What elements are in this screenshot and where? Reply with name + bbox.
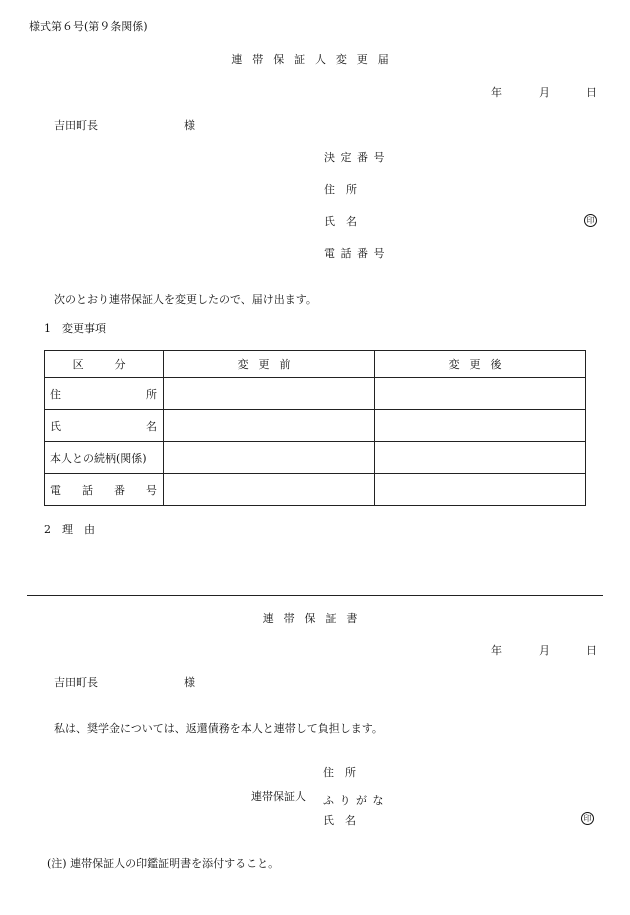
- row-label-text: 住 所: [50, 387, 157, 401]
- guarantor-name-label: 氏 名: [323, 814, 356, 827]
- guarantee-body-text: 私は、奨学金については、返還債務を本人と連帯して負担します。: [54, 722, 383, 735]
- section-divider: [27, 595, 603, 596]
- row-label-text: 氏 名: [50, 419, 157, 433]
- table-row: [45, 410, 586, 442]
- row-label-name: [45, 410, 164, 442]
- cell-after: [375, 410, 586, 442]
- row-label-address: [45, 378, 164, 410]
- form-number: 様式第６号(第９条関係): [29, 20, 148, 33]
- cell-before: [164, 378, 375, 410]
- applicant-phone-label: 電話番号: [324, 247, 390, 260]
- row-label-text: 本人との続柄(関係): [50, 451, 147, 465]
- section2-heading: 2 理 由: [44, 523, 95, 536]
- notice-addressee: 吉田町長: [54, 119, 98, 132]
- notice-body-text: 次のとおり連帯保証人を変更したので、届け出ます。: [54, 293, 317, 306]
- section1-heading: 1 変更事項: [44, 322, 106, 335]
- cell-after: [375, 442, 586, 474]
- table-row: [45, 474, 586, 506]
- guarantee-date-day: 日: [586, 644, 597, 657]
- notice-date-day: 日: [586, 86, 597, 99]
- guarantee-honorific: 様: [184, 676, 195, 689]
- cell-after: [375, 378, 586, 410]
- notice-date-month: 月: [539, 86, 550, 99]
- row-label-phone: [45, 474, 164, 506]
- guarantor-label: 連帯保証人: [251, 790, 306, 803]
- notice-date-year: 年: [491, 86, 502, 99]
- notice-honorific: 様: [184, 119, 195, 132]
- column-header-after: 変更後: [375, 351, 586, 378]
- cell-before: [164, 474, 375, 506]
- applicant-address-label: 住 所: [324, 183, 357, 196]
- applicant-seal-icon: 印: [584, 214, 597, 227]
- guarantee-addressee: 吉田町長: [54, 676, 98, 689]
- cell-before: [164, 410, 375, 442]
- row-label-relationship: [45, 442, 164, 474]
- cell-after: [375, 474, 586, 506]
- guarantor-address-label: 住 所: [323, 766, 356, 779]
- guarantee-date-year: 年: [491, 644, 502, 657]
- cell-before: [164, 442, 375, 474]
- applicant-name-label: 氏 名: [324, 215, 357, 228]
- change-table-header-row: [45, 351, 586, 378]
- footnote: (注) 連帯保証人の印鑑証明書を添付すること。: [47, 857, 280, 870]
- table-row: [45, 378, 586, 410]
- guarantee-title: 連帯保証書: [262, 612, 368, 625]
- column-header-category: 区 分: [45, 351, 164, 378]
- guarantor-furigana-label: ふりがな: [323, 794, 389, 807]
- table-row: [45, 442, 586, 474]
- notice-title: 連帯保証人変更届: [231, 53, 399, 66]
- guarantee-date-month: 月: [539, 644, 550, 657]
- change-table: [44, 350, 586, 506]
- guarantor-seal-icon: 印: [581, 812, 594, 825]
- row-label-text: 電 話 番 号: [50, 483, 157, 497]
- applicant-decision-number-label: 決定番号: [324, 151, 390, 164]
- column-header-before: 変更前: [164, 351, 375, 378]
